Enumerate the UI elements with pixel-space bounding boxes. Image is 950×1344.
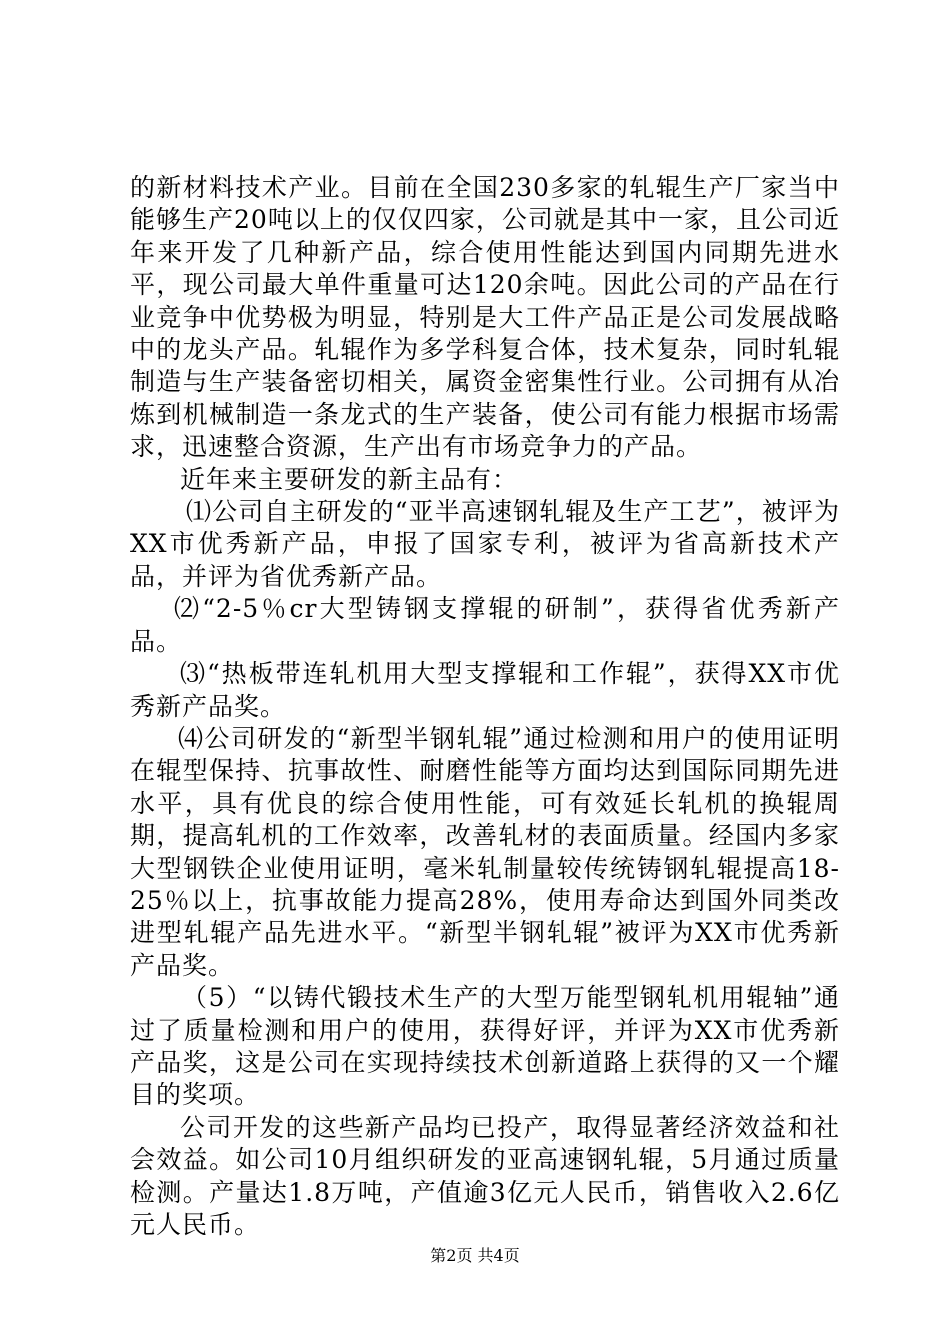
paragraph-item-2: ⑵“2-5％cr大型铸钢支撑辊的研制”，获得省优秀新产品。: [130, 594, 840, 656]
paragraph-item-1: ⑴公司自主研发的“亚半高速钢轧辊及生产工艺”，被评为XX市优秀新产品，申报了国家专利，被评为省高新技术产品，并评为省优秀新产品。: [130, 497, 840, 591]
document-body: [130, 172, 840, 1241]
paragraph-item-3: ⑶“热板带连轧机用大型支撑辊和工作辊”，获得XX市优秀新产品奖。: [130, 659, 840, 721]
page-number-footer: 第2页 共4页: [430, 1246, 520, 1265]
paragraph-intro: 的新材料技术产业。目前在全国230多家的轧辊生产厂家当中能够生产20吨以上的仅仅四家，公司就是其中一家，且公司近年来开发了几种新产品，综合使用性能达到国内同期先进水平，现公司最大单件重量可达120余吨。因此公司的产品在行业竞争中优势极为明显，特别是大工件产品正是公司发展战略中的龙头产品。轧辊作为多学科复合体，技术复杂，同时轧辊制造与生产装备密切相关，属资金密集性行业。公司拥有从冶炼到机械制造一条龙式的生产装备，使公司有能力根据市场需求，迅速整合资源，生产出有市场竞争力的产品。: [130, 173, 840, 462]
paragraph-summary: 公司开发的这些新产品均已投产，取得显著经济效益和社会效益。如公司10月组织研发的亚高速钢轧辊，5月通过质量检测。产量达1.8万吨，产值逾3亿元人民币，销售收入2.6亿元人民币。: [130, 1112, 840, 1239]
paragraph-item-5: （5）“以铸代锻技术生产的大型万能型钢轧机用辊轴”通过了质量检测和用户的使用，获得好评，并评为XX市优秀新产品奖，这是公司在实现持续技术创新道路上获得的又一个耀目的奖项。: [130, 983, 840, 1110]
paragraph-new-products-heading: 近年来主要研发的新主品有：: [180, 464, 519, 494]
paragraph-item-4: ⑷公司研发的“新型半钢轧辊”通过检测和用户的使用证明在辊型保持、抗事故性、耐磨性能等方面均达到国际同期先进水平，具有优良的综合使用性能，可有效延长轧机的换辊周期，提高轧机的工作效率，改善轧材的表面质量。经国内多家大型钢铁企业使用证明，毫米轧制量较传统铸钢轧辊提高18-25％以上，抗事故能力提高28%，使用寿命达到国外同类改进型轧辊产品先进水平。“新型半钢轧辊”被评为XX市优秀新产品奖。: [130, 723, 840, 980]
